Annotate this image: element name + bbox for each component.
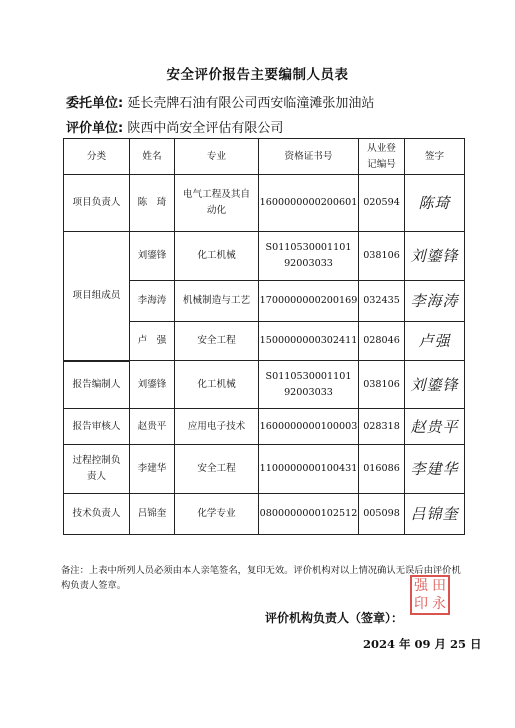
document-date: 2024 年 09 月 25 日 xyxy=(363,637,482,651)
table-row xyxy=(64,494,465,535)
cell-name: 赵贵平 xyxy=(130,409,175,445)
table-row xyxy=(64,409,465,445)
cell-name: 李海涛 xyxy=(130,281,175,322)
cell-category: 项目组成员 xyxy=(64,232,130,361)
client-line xyxy=(66,92,374,111)
signature-handwritten: 李海涛 xyxy=(405,281,465,322)
seal-char: 永 xyxy=(432,596,446,612)
cell-reg: 005098 xyxy=(359,494,405,535)
cell-name: 吕锦奎 xyxy=(130,494,175,535)
cell-cert: 1700000000200169 xyxy=(259,281,359,322)
cell-name: 卢 强 xyxy=(130,322,175,361)
table-row xyxy=(64,175,465,232)
client-label: 委托单位: xyxy=(66,96,124,111)
page-title: 安全评价报告主要编制人员表 xyxy=(166,67,349,83)
header-major: 专业 xyxy=(175,139,259,175)
cell-reg: 016086 xyxy=(359,445,405,494)
org-label: 评价单位: xyxy=(66,121,124,136)
cell-name: 陈 琦 xyxy=(130,175,175,232)
cell-name: 李建华 xyxy=(130,445,175,494)
cell-category: 报告编制人 xyxy=(64,361,130,409)
table-header-row xyxy=(64,139,465,175)
responsible-person-label: 评价机构负责人（签章）： xyxy=(265,611,404,625)
cell-major: 安全工程 xyxy=(175,445,259,494)
cell-cert: 1600000000200601 xyxy=(259,175,359,232)
red-seal-stamp xyxy=(410,575,450,615)
cell-cert: 1600000000100003 xyxy=(259,409,359,445)
signature-handwritten: 李建华 xyxy=(405,445,465,494)
table-row xyxy=(64,232,465,281)
cell-category: 过程控制负责人 xyxy=(64,445,130,494)
header-reg: 从业登记编号 xyxy=(359,139,405,175)
cell-cert: 1100000000100431 xyxy=(259,445,359,494)
cell-category: 技术负责人 xyxy=(64,494,130,535)
cell-major: 电气工程及其自动化 xyxy=(175,175,259,232)
cell-category: 报告审核人 xyxy=(64,409,130,445)
seal-char: 强 xyxy=(414,578,428,594)
cell-major: 化工机械 xyxy=(175,232,259,281)
signature-handwritten: 吕锦奎 xyxy=(405,494,465,535)
cell-reg: 020594 xyxy=(359,175,405,232)
staff-table xyxy=(63,138,465,535)
cell-major: 化工机械 xyxy=(175,361,259,409)
table-row xyxy=(64,361,465,409)
client-value: 延长壳牌石油有限公司西安临潼滩张加油站 xyxy=(127,96,375,111)
cell-cert: S011053000110192003033 xyxy=(259,361,359,409)
cell-reg: 028046 xyxy=(359,322,405,361)
cell-cert: S011053000110192003033 xyxy=(259,232,359,281)
signature-handwritten: 赵贵平 xyxy=(405,409,465,445)
org-line xyxy=(66,117,283,136)
header-signature: 签字 xyxy=(405,139,465,175)
cell-name: 刘鎏锋 xyxy=(130,361,175,409)
table-row xyxy=(64,445,465,494)
org-value: 陕西中尚安全评估有限公司 xyxy=(127,121,284,136)
cell-name: 刘鎏锋 xyxy=(130,232,175,281)
header-category: 分类 xyxy=(64,139,130,175)
cell-cert: 1500000000302411 xyxy=(259,322,359,361)
cell-major: 机械制造与工艺 xyxy=(175,281,259,322)
signature-handwritten: 陈琦 xyxy=(405,175,465,232)
cell-major: 应用电子技术 xyxy=(175,409,259,445)
seal-char: 田 xyxy=(432,578,446,594)
cell-major: 安全工程 xyxy=(175,322,259,361)
cell-major: 化学专业 xyxy=(175,494,259,535)
cell-cert: 0800000000102512 xyxy=(259,494,359,535)
header-name: 姓名 xyxy=(130,139,175,175)
footnote: 备注：上表中所列人员必须由本人亲笔签名，复印无效。评价机构对以上情况确认无误后由评价机构负责人签章。 xyxy=(61,565,461,591)
cell-reg: 028318 xyxy=(359,409,405,445)
cell-reg: 032435 xyxy=(359,281,405,322)
signature-handwritten: 刘鎏锋 xyxy=(405,232,465,281)
cell-reg: 038106 xyxy=(359,232,405,281)
header-cert: 资格证书号 xyxy=(259,139,359,175)
seal-char: 印 xyxy=(414,596,428,612)
signature-handwritten: 卢强 xyxy=(405,322,465,361)
cell-reg: 038106 xyxy=(359,361,405,409)
cell-category: 项目负责人 xyxy=(64,175,130,232)
signature-handwritten: 刘鎏锋 xyxy=(405,361,465,409)
